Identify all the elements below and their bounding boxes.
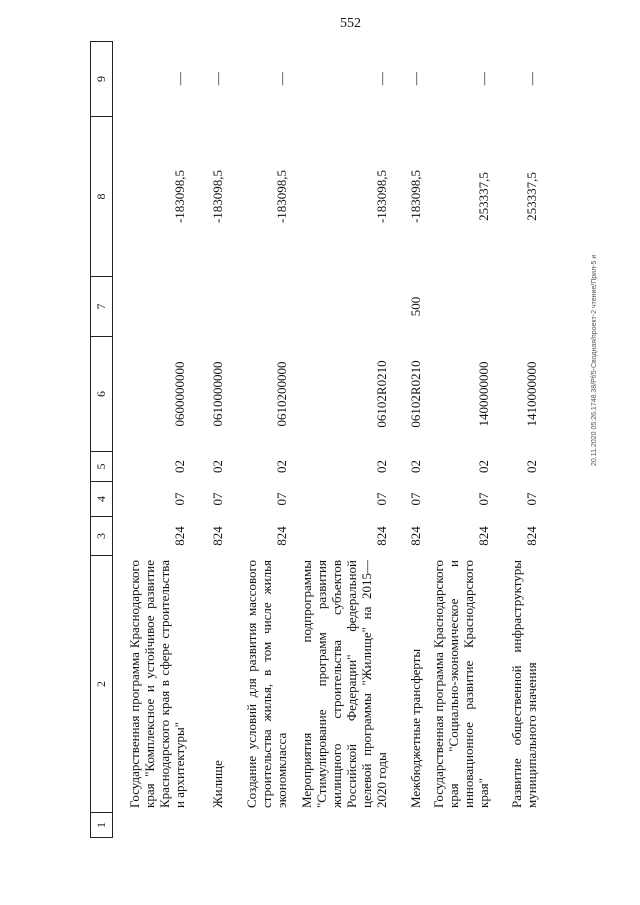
cell-col6: 1410000000 [523,361,539,427]
col-header-5: 5 [91,452,113,482]
cell-col3: 824 [373,526,389,546]
budget-table [90,41,543,838]
cell-col7 [495,277,543,337]
cell-col9: — [273,72,289,86]
cell-col5: 02 [407,460,423,473]
row-name: Межбюджетные трансферты [407,648,423,808]
table-row [393,42,427,838]
cell-col7 [229,277,293,337]
col-header-8: 8 [91,117,113,277]
cell-col9: — [373,72,389,86]
table-row [293,42,393,838]
cell-col3: 824 [171,526,187,546]
row-number [495,813,543,838]
row-name: Государственная программа Краснодарского края "Комплексное и устойчивое развитие Краснодарского края в сфере строительства и архитектуры" [126,560,187,808]
table-row [427,42,495,838]
row-number [191,813,229,838]
cell-col7 [113,277,191,337]
side-note: 20.11.2020 05:26.1748.38/Pf/5-Сводная/проект-2 чтение/Прил-5 и [591,254,598,466]
cell-col6: 0600000000 [171,361,187,427]
table-row [495,42,543,838]
cell-col4: 07 [407,492,423,506]
cell-col5: 02 [209,460,225,473]
cell-col4: 07 [209,492,225,506]
table-row [229,42,293,838]
rotated-table-wrapper [90,42,560,838]
cell-col4: 07 [475,492,491,506]
row-number [113,813,191,838]
cell-col7: 500 [407,296,423,317]
col-header-4: 4 [91,482,113,517]
cell-col6: 0610200000 [273,361,289,427]
cell-col8: -183098,5 [373,169,389,224]
cell-col5: 02 [273,460,289,473]
cell-col6: 0610000000 [209,361,225,427]
page-number: 552 [340,16,361,31]
cell-col3: 824 [407,526,423,546]
cell-col8: -183098,5 [273,169,289,224]
cell-col6: 06102R0210 [373,360,389,428]
table-row [113,42,191,838]
cell-col3: 824 [273,526,289,546]
row-name: Государственная программа Краснодарского края "Социально-экономическое и инновационное развитие Краснодарского края" [430,560,491,808]
col-header-2: 2 [91,556,113,813]
cell-col9: — [407,72,423,86]
cell-col6: 1400000000 [475,361,491,427]
cell-col8: -183098,5 [407,169,423,224]
row-number [393,813,427,838]
row-number [293,813,393,838]
cell-col7 [427,277,495,337]
cell-col7 [191,277,229,337]
col-header-9: 9 [91,42,113,117]
row-name: Создание условий для развития массового строительства жилья, в том числе жилья экономкласса [243,560,289,808]
col-header-3: 3 [91,517,113,556]
cell-col9: — [209,72,225,86]
cell-col5: 02 [373,460,389,473]
cell-col8: -183098,5 [209,169,225,224]
cell-col5: 02 [523,460,539,473]
cell-col4: 07 [373,492,389,506]
cell-col5: 02 [171,460,187,473]
cell-col8: 253337,5 [523,172,539,221]
cell-col3: 824 [475,526,491,546]
cell-col7 [293,277,393,337]
row-name: Развитие общественной инфраструктуры муниципального значения [508,560,539,808]
cell-col8: 253337,5 [475,172,491,221]
cell-col4: 07 [273,492,289,506]
cell-col6: 06102R0210 [407,360,423,428]
cell-col4: 07 [171,492,187,506]
cell-col4: 07 [523,492,539,506]
row-number [427,813,495,838]
row-name: Мероприятия подпрограммы "Стимулирование программ развития жилищного строительства субъектов Российской Федерации" федеральной целевой программы "Жилище" на 2015—2020 годы [298,560,389,808]
cell-col9: — [523,72,539,86]
table-row [191,42,229,838]
row-number [229,813,293,838]
cell-col8: -183098,5 [171,169,187,224]
cell-col3: 824 [523,526,539,546]
cell-col3: 824 [209,526,225,546]
header-row [91,42,113,838]
cell-col9: — [475,72,491,86]
row-name: Жилище [209,760,225,808]
col-header-6: 6 [91,337,113,452]
cell-col9: — [171,72,187,86]
col-header-7: 7 [91,277,113,337]
col-header-1: 1 [91,813,113,838]
cell-col5: 02 [475,460,491,473]
